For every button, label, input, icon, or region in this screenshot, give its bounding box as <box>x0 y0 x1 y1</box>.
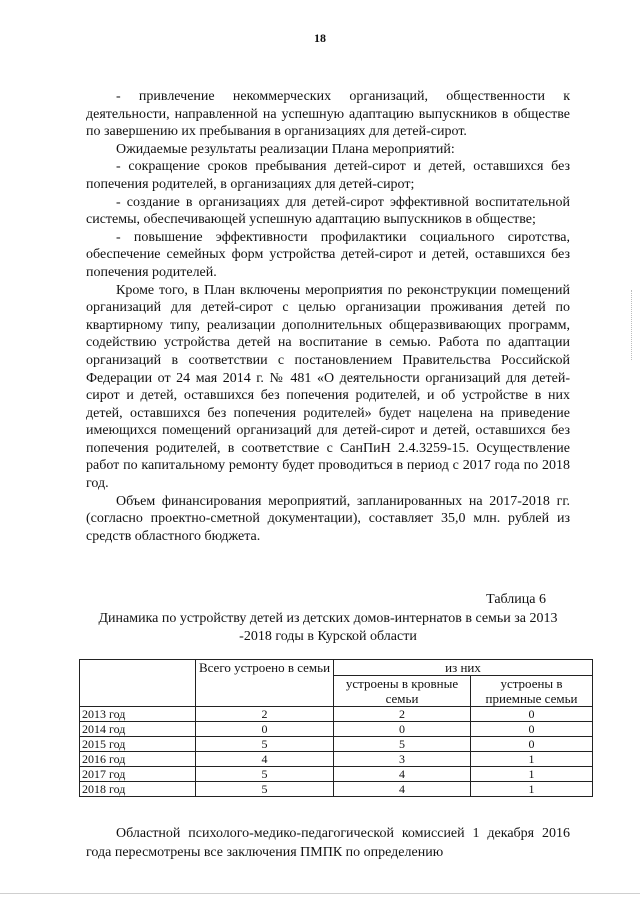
cell-total: 5 <box>196 782 334 797</box>
cell-year: 2017 год <box>80 767 196 782</box>
cell-total: 5 <box>196 737 334 752</box>
cell-foster: 0 <box>471 722 593 737</box>
paragraph-4: - создание в организациях для детей-сирот эффективной воспитательной системы, обеспечивающей успешную адаптацию выпускников в обществе; <box>86 194 570 228</box>
cell-year: 2013 год <box>80 707 196 722</box>
header-of-them: из них <box>334 660 593 676</box>
paragraph-1: - привлечение некоммерческих организаций, общественности к деятельности, направленной на успешную адаптацию выпускников в обществе по завершению их пребывания в организациях для детей-сирот. <box>86 89 570 140</box>
cell-total: 4 <box>196 752 334 767</box>
body-text <box>86 88 570 545</box>
paragraph-6: Кроме того, в План включены мероприятия по реконструкции помещений организаций для детей-сирот с целью организации проживания детей по квартирному типу, реализации дополнительных общеразвивающих программ, содействию устройства детей на воспитание в семью. Работа по адаптации организаций в соответствии с постановлением Правительства Российской Федерации от 24 мая 2014 г. № 481 «О деятельности организаций для детей-сирот и детей, оставшихся без попечения родителей, и об устройстве в них детей, оставшихся без попечения родителей» будет нацелена на приведение имеющихся помещений организаций для детей-сирот и детей, оставшихся без попечения родителей, в соответствие с СанПиН 2.4.3259-15. Осуществление работ по капитальному ремонту будет проводиться в период с 2017 года по 2018 год. <box>86 282 570 492</box>
cell-total: 5 <box>196 767 334 782</box>
paragraph-5: - повышение эффективности профилактики социального сиротства, обеспечение семейных форм устройства детей-сирот и детей, оставшихся без попечения родителей. <box>86 229 570 280</box>
table-row <box>80 707 593 722</box>
paragraph-3: - сокращение сроков пребывания детей-сирот и детей, оставшихся без попечения родителей, в организациях для детей-сирот; <box>86 159 570 192</box>
cell-blood: 2 <box>334 707 471 722</box>
table-caption: Динамика по устройству детей из детских домов-интернатов в семьи за 2013 -2018 годы в Курской области <box>98 611 558 644</box>
cell-year: 2018 год <box>80 782 196 797</box>
table-row <box>80 737 593 752</box>
table-row <box>80 767 593 782</box>
cell-foster: 1 <box>471 767 593 782</box>
table-row <box>80 722 593 737</box>
table-row <box>80 752 593 767</box>
cell-blood: 0 <box>334 722 471 737</box>
table-row <box>80 782 593 797</box>
cell-blood: 3 <box>334 752 471 767</box>
adoption-dynamics-table <box>79 659 593 797</box>
cell-total: 0 <box>196 722 334 737</box>
cell-blood: 4 <box>334 782 471 797</box>
page-number: 18 <box>314 31 326 45</box>
cell-blood: 5 <box>334 737 471 752</box>
scan-edge-mark <box>631 290 634 360</box>
table-header-row <box>80 660 593 676</box>
cell-year: 2015 год <box>80 737 196 752</box>
scan-bottom-line <box>0 893 640 894</box>
cell-year: 2016 год <box>80 752 196 767</box>
closing-text <box>86 824 570 862</box>
cell-foster: 1 <box>471 782 593 797</box>
paragraph-2: Ожидаемые результаты реализации Плана мероприятий: <box>116 141 455 157</box>
paragraph-7: Объем финансирования мероприятий, запланированных на 2017-2018 гг. (согласно проектно-сметной документации), составляет 35,0 млн. рублей из средств областного бюджета. <box>86 493 570 544</box>
cell-total: 2 <box>196 707 334 722</box>
header-blood-families: устроены в кровные семьи <box>334 676 471 707</box>
header-year <box>80 660 196 707</box>
header-total: Всего устроено в семьи <box>196 660 334 707</box>
cell-foster: 1 <box>471 752 593 767</box>
cell-blood: 4 <box>334 767 471 782</box>
header-foster-families: устроены в приемные семьи <box>471 676 593 707</box>
closing-paragraph: Областной психолого-медико-педагогической комиссией 1 декабря 2016 года пересмотрены все заключения ПМПК по определению <box>86 826 570 860</box>
cell-foster: 0 <box>471 707 593 722</box>
table-label: Таблица 6 <box>486 592 546 607</box>
cell-year: 2014 год <box>80 722 196 737</box>
cell-foster: 0 <box>471 737 593 752</box>
